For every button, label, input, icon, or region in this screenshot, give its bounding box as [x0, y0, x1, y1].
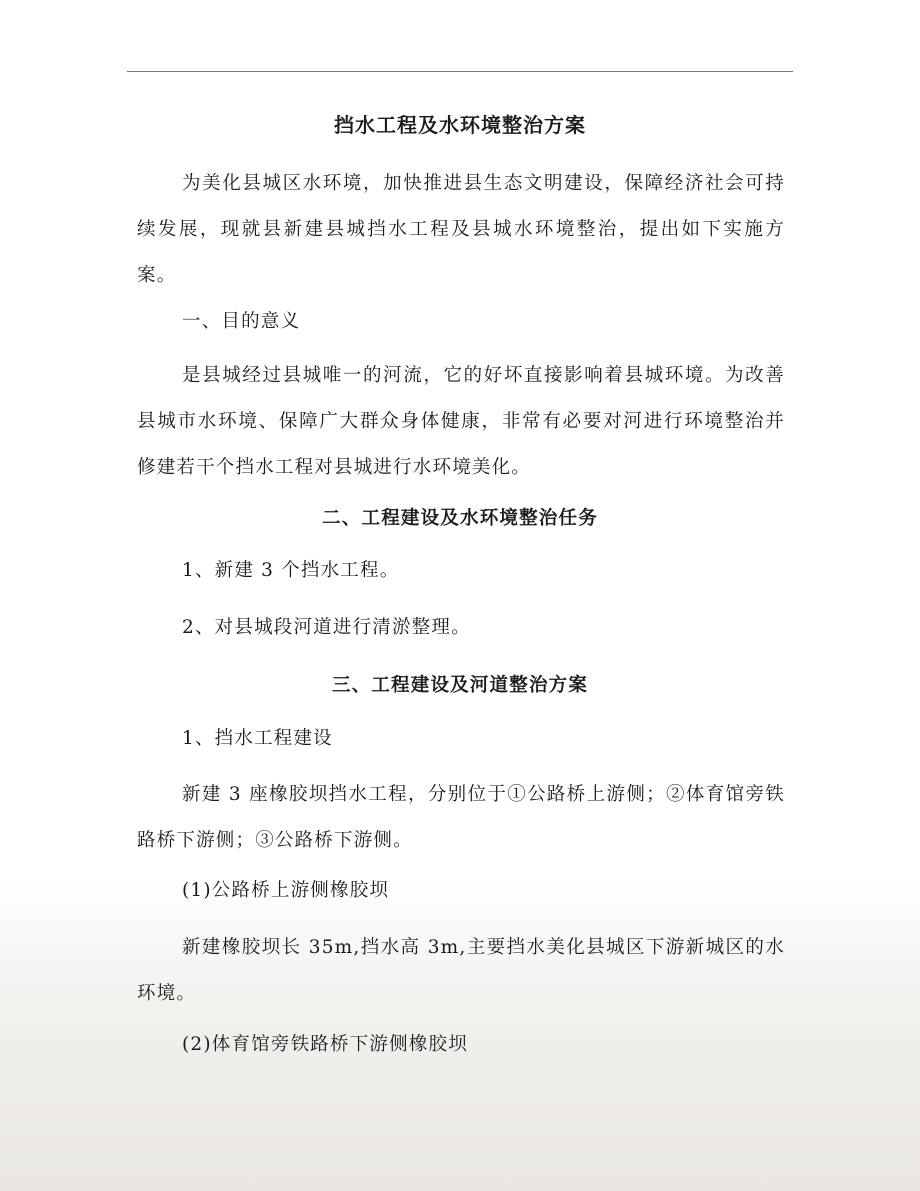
header-rule [127, 71, 793, 72]
intro-paragraph: 为美化县城区水环境，加快推进县生态文明建设，保障经济社会可持续发展，现就县新建县城挡水工程及县城水环境整治，提出如下实施方案。 [137, 173, 785, 286]
dam2-heading: (2)体育馆旁铁路桥下游侧橡胶坝 [182, 1034, 468, 1055]
subsection1-body: 新建 3 座橡胶坝挡水工程，分别位于①公路桥上游侧；②体育馆旁铁路桥下游侧；③公路桥下游侧。 [137, 784, 785, 851]
subsection1-heading: 1、挡水工程建设 [182, 728, 333, 749]
task1-item: 1、新建 3 个挡水工程。 [182, 560, 400, 581]
section1-body: 是县城经过县城唯一的河流，它的好坏直接影响着县城环境。为改善县城市水环境、保障广大群众身体健康，非常有必要对河进行环境整治并修建若干个挡水工程对县城进行水环境美化。 [137, 365, 785, 478]
document-title: 挡水工程及水环境整治方案 [334, 113, 586, 137]
section2-heading: 二、工程建设及水环境整治任务 [322, 508, 598, 529]
task2-item: 2、对县城段河道进行清淤整理。 [182, 617, 471, 638]
dam1-heading: (1)公路桥上游侧橡胶坝 [182, 880, 390, 901]
section3-heading: 三、工程建设及河道整治方案 [331, 675, 589, 696]
section1-heading: 一、目的意义 [182, 311, 301, 332]
dam1-body: 新建橡胶坝长 35m,挡水高 3m,主要挡水美化县城区下游新城区的水环境。 [137, 937, 785, 1004]
